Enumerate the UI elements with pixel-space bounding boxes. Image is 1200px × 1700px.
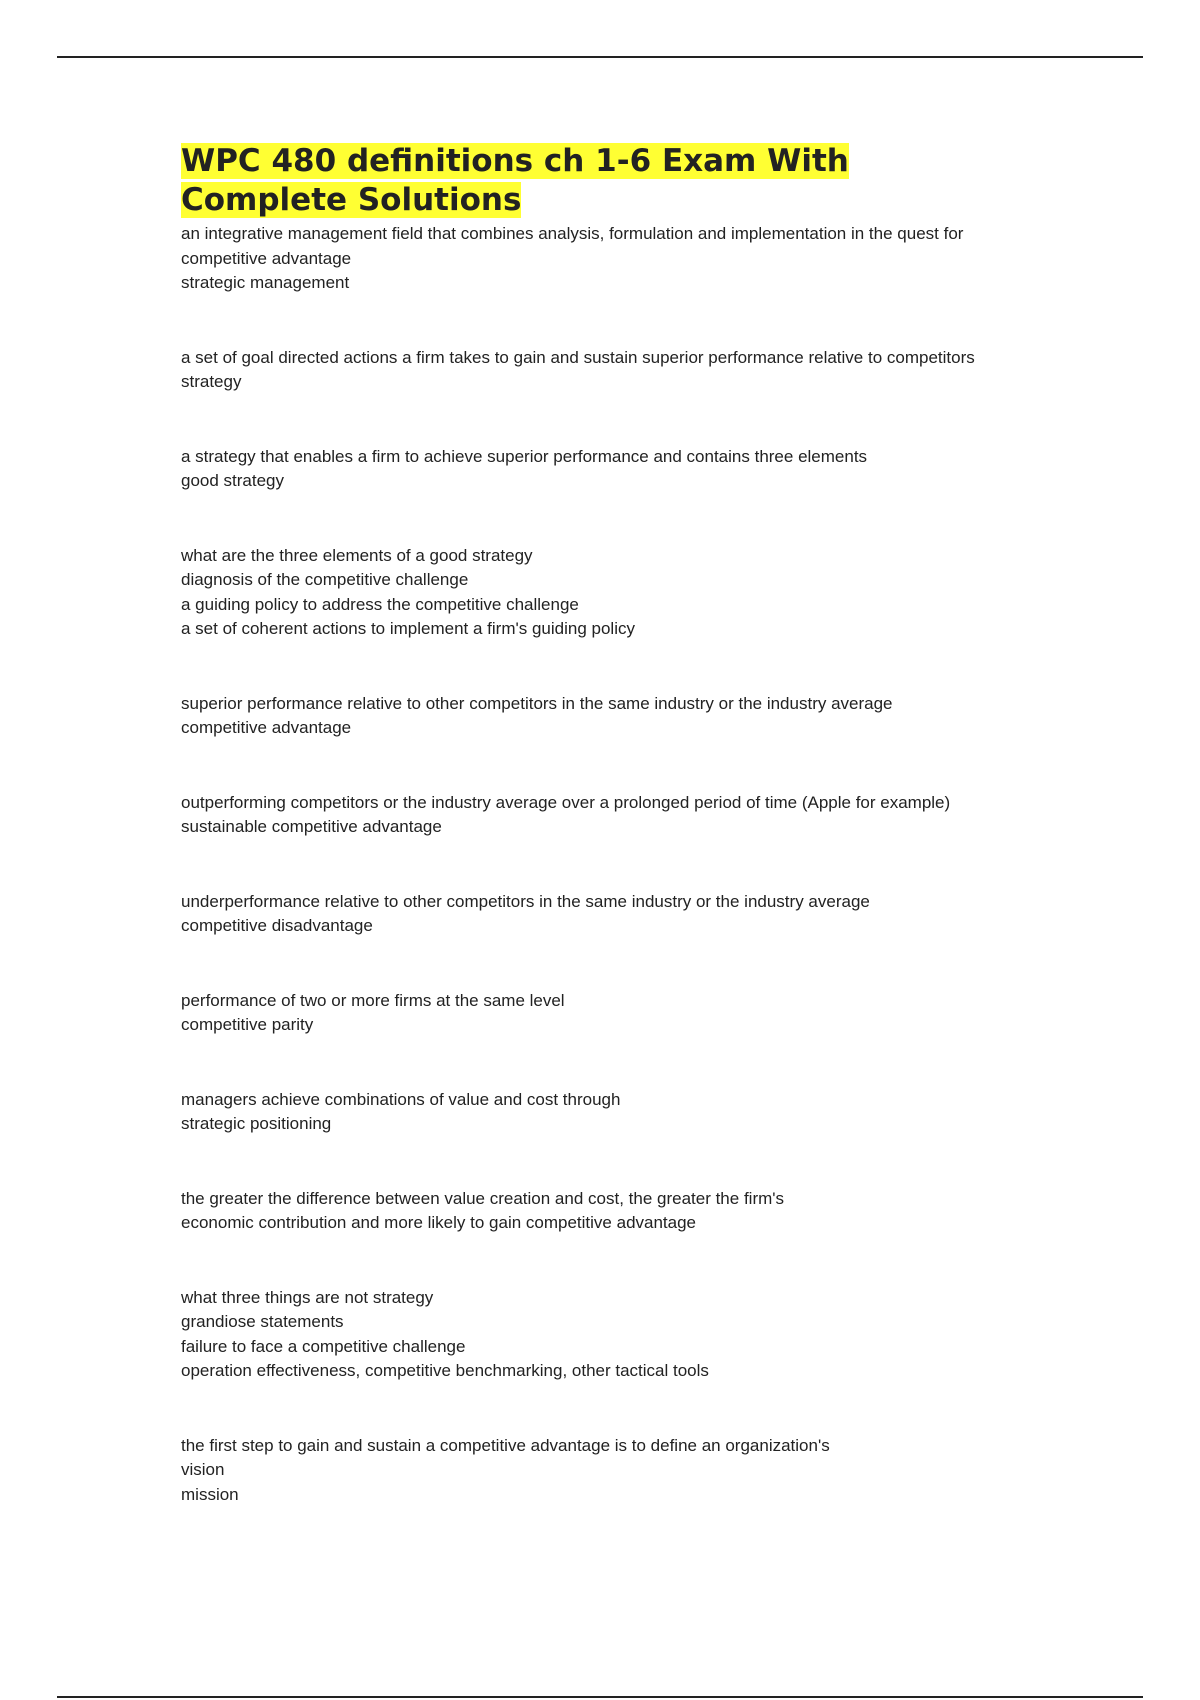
- entry-answer: operation effectiveness, competitive benchmarking, other tactical tools: [181, 1361, 709, 1380]
- entry-prompt: managers achieve combinations of value and cost through: [181, 1089, 621, 1109]
- entry-prompt: an integrative management field that combines analysis, formulation and implementation in the quest for competitive advantage: [181, 224, 964, 268]
- definition-entry: [181, 1286, 1001, 1384]
- document-body: [181, 142, 1001, 1557]
- definition-entry: [181, 1187, 1001, 1236]
- entry-answer: sustainable competitive advantage: [181, 817, 442, 836]
- entry-prompt: outperforming competitors or the industry average over a prolonged period of time (Apple for example): [181, 792, 951, 812]
- entry-prompt: what are the three elements of a good strategy: [181, 545, 533, 565]
- definition-entry: [181, 445, 1001, 494]
- header-rule: [57, 56, 1143, 58]
- definition-entry: [181, 222, 1001, 296]
- entry-answer: a guiding policy to address the competitive challenge: [181, 594, 579, 614]
- definition-entry: [181, 544, 1001, 642]
- definition-list: [181, 222, 1001, 1507]
- entry-answer: mission: [181, 1484, 239, 1504]
- entry-answer: competitive advantage: [181, 718, 352, 737]
- document-title-text: WPC 480 definitions ch 1-6 Exam With Complete Solutions: [181, 143, 849, 218]
- entry-prompt: the greater the difference between value creation and cost, the greater the firm's: [181, 1188, 785, 1208]
- footer-rule: [57, 1696, 1143, 1698]
- entry-answer: competitive disadvantage: [181, 916, 373, 935]
- entry-answer: good strategy: [181, 471, 285, 490]
- entry-prompt: what three things are not strategy: [181, 1287, 434, 1307]
- entry-answer: competitive parity: [181, 1015, 314, 1034]
- entry-prompt: a strategy that enables a firm to achieve superior performance and contains three elements: [181, 446, 868, 466]
- entry-prompt: performance of two or more firms at the same level: [181, 990, 565, 1010]
- entry-prompt: superior performance relative to other competitors in the same industry or the industry average: [181, 693, 893, 713]
- definition-entry: [181, 890, 1001, 939]
- entry-answer: failure to face a competitive challenge: [181, 1336, 466, 1356]
- definition-entry: [181, 791, 1001, 840]
- entry-prompt: the first step to gain and sustain a competitive advantage is to define an organization's: [181, 1435, 830, 1455]
- entry-answer: grandiose statements: [181, 1312, 344, 1331]
- entry-answer: vision: [181, 1460, 225, 1479]
- entry-prompt: a set of goal directed actions a firm takes to gain and sustain superior performance relative to competitors: [181, 347, 975, 367]
- definition-entry: [181, 989, 1001, 1038]
- definition-entry: [181, 1088, 1001, 1137]
- entry-answer: strategic positioning: [181, 1114, 332, 1133]
- entry-prompt: underperformance relative to other competitors in the same industry or the industry average: [181, 891, 870, 911]
- entry-answer: economic contribution and more likely to gain competitive advantage: [181, 1213, 697, 1232]
- entry-answer: strategic management: [181, 273, 350, 292]
- entry-answer: diagnosis of the competitive challenge: [181, 570, 469, 589]
- definition-entry: [181, 1434, 1001, 1508]
- entry-answer: strategy: [181, 372, 242, 391]
- document-title: [181, 142, 1001, 220]
- definition-entry: [181, 346, 1001, 395]
- entry-answer: a set of coherent actions to implement a firm's guiding policy: [181, 619, 635, 638]
- definition-entry: [181, 692, 1001, 741]
